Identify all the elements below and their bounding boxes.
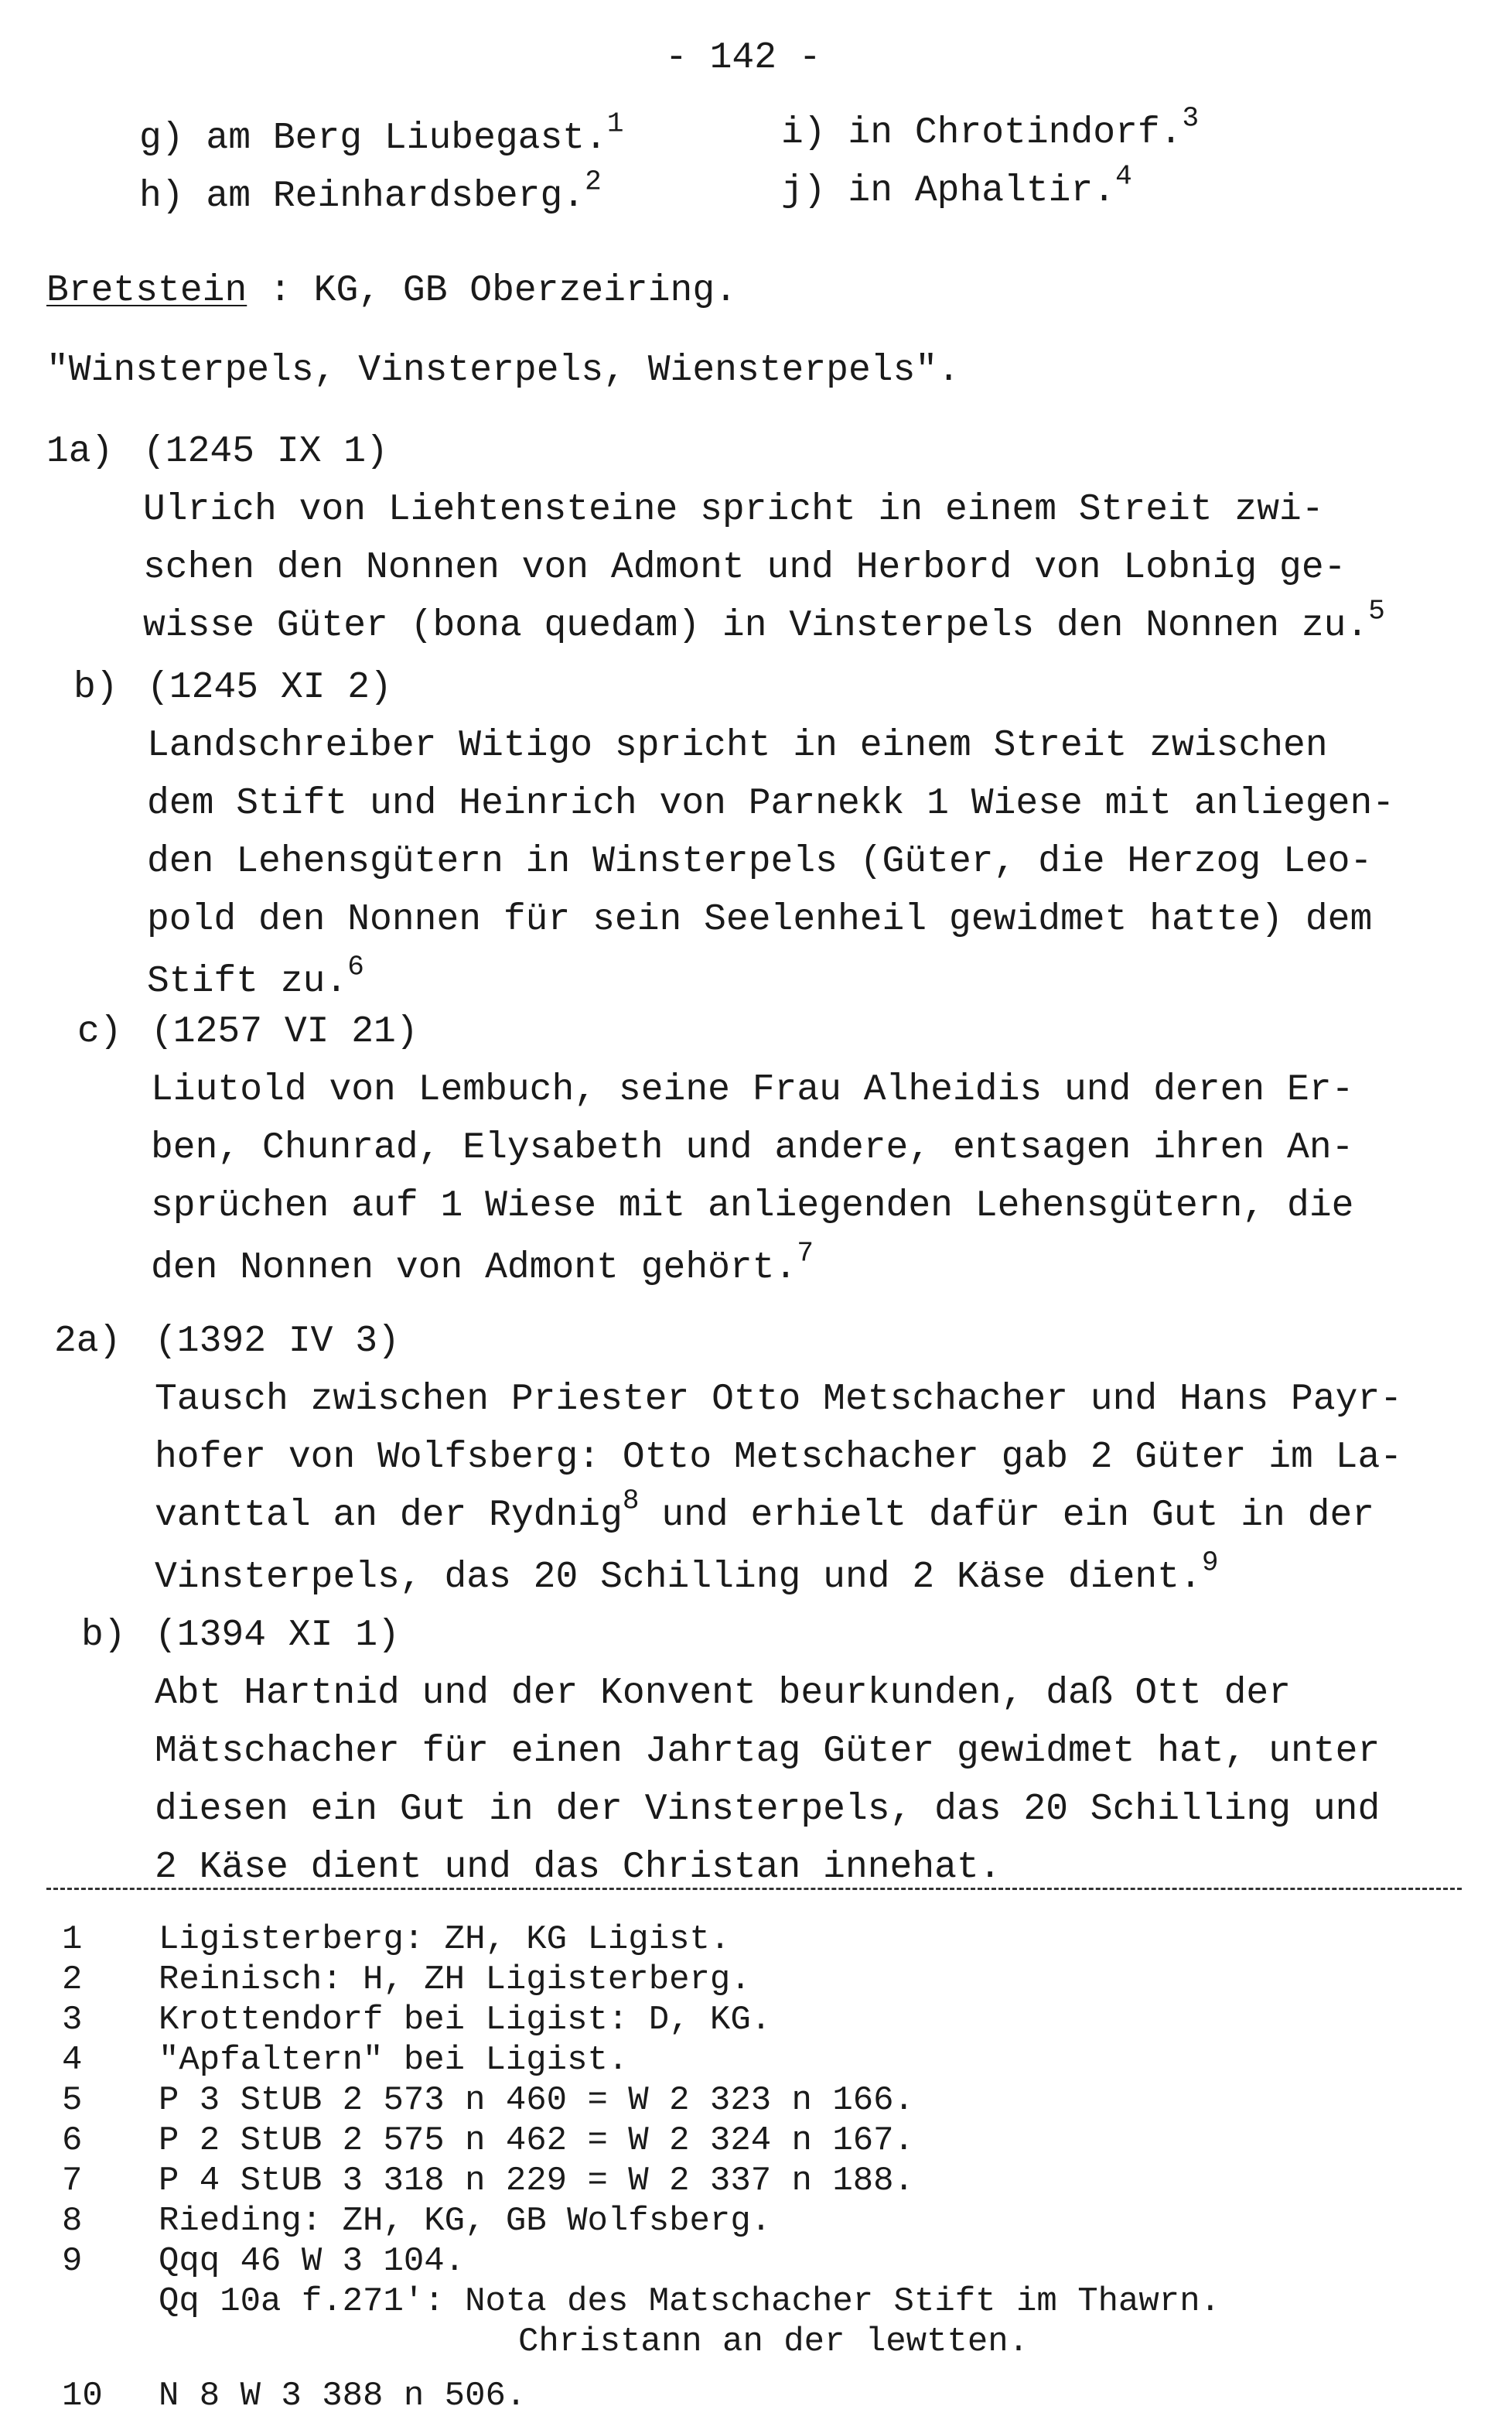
entry-label: 2a) xyxy=(54,1321,121,1362)
place-heading: Bretstein : KG, GB Oberzeiring. xyxy=(46,270,737,312)
item-g: g) am Berg Liubegast.$^1$ xyxy=(139,108,624,159)
footnote-ref: 7 xyxy=(797,1237,814,1270)
footnote-text: P 4 StUB 3 318 n 229 = W 2 337 n 188. xyxy=(159,2162,914,2200)
footnote-text: Rieding: ZH, KG, GB Wolfsberg. xyxy=(159,2202,772,2240)
footnote-number: 9 xyxy=(62,2242,83,2281)
entry-line: Vinsterpels, das 20 Schilling und 2 Käse dient.$^9$ xyxy=(155,1547,1219,1598)
footnote-number: 8 xyxy=(62,2202,83,2240)
entry-line: den Nonnen von Admont gehört.$^7$ xyxy=(151,1237,814,1289)
footnote-divider xyxy=(46,1888,1462,1890)
entry-line: schen den Nonnen von Admont und Herbord von Lobnig ge- xyxy=(143,547,1346,589)
footnote-text: Ligisterberg: ZH, KG Ligist. xyxy=(159,1920,731,1959)
footnote-number: 1 xyxy=(62,1920,83,1959)
footnote-text: Reinisch: H, ZH Ligisterberg. xyxy=(159,1960,751,1999)
footnote-number: 4 xyxy=(62,2041,83,2080)
entry-line: Mätschacher für einen Jahrtag Güter gewidmet hat, unter xyxy=(155,1731,1381,1772)
entry-date: (1394 XI 1) xyxy=(155,1615,400,1656)
page-number: - 142 - xyxy=(665,37,821,79)
entry-date: (1392 IV 3) xyxy=(155,1321,400,1362)
footnote-number: 2 xyxy=(62,1960,83,1999)
entry-label: c) xyxy=(77,1011,122,1053)
footnote-text: P 3 StUB 2 573 n 460 = W 2 323 n 166. xyxy=(159,2081,914,2120)
footnote-number: 5 xyxy=(62,2081,83,2120)
footnote-text: "Apfaltern" bei Ligist. xyxy=(159,2041,629,2080)
footnote-number: 10 xyxy=(62,2377,103,2415)
entry-line: Tausch zwischen Priester Otto Metschacher und Hans Payr- xyxy=(155,1379,1403,1420)
entry-date: (1257 VI 21) xyxy=(151,1011,418,1053)
item-j: j) in Aphaltir.$^4$ xyxy=(781,160,1132,212)
item-i: i) in Chrotindorf.$^3$ xyxy=(781,102,1200,154)
entry-date: (1245 IX 1) xyxy=(143,431,388,473)
place-name: Bretstein xyxy=(46,270,247,312)
entry-line: 2 Käse dient und das Christan innehat. xyxy=(155,1847,1002,1888)
entry-line: pold den Nonnen für sein Seelenheil gewidmet hatte) dem xyxy=(147,899,1373,941)
entry-date: (1245 XI 2) xyxy=(147,667,392,709)
footnote-ref: 8 xyxy=(622,1485,640,1517)
entry-line: diesen ein Gut in der Vinsterpels, das 20 Schilling und xyxy=(155,1789,1381,1830)
footnote-number: 3 xyxy=(62,2001,83,2039)
entry-line: hofer von Wolfsberg: Otto Metschacher gab 2 Güter im La- xyxy=(155,1437,1403,1478)
footnote-ref: 2 xyxy=(585,166,602,198)
entry-label: b) xyxy=(81,1615,126,1656)
footnote-ref: 4 xyxy=(1115,160,1132,193)
entry-label: 1a) xyxy=(46,431,114,473)
footnote-text: Christann an der lewtten. xyxy=(518,2322,1029,2361)
footnote-ref: 5 xyxy=(1368,595,1385,627)
historic-names: "Winsterpels, Vinsterpels, Wiensterpels". xyxy=(46,350,960,391)
entry-line: Landschreiber Witigo spricht in einem Streit zwischen xyxy=(147,725,1328,767)
footnote-text: N 8 W 3 388 n 506. xyxy=(159,2377,527,2415)
entry-label: b) xyxy=(73,667,118,709)
entry-line: Ulrich von Liehtensteine spricht in einem Streit zwi- xyxy=(143,489,1324,531)
footnote-text: P 2 StUB 2 575 n 462 = W 2 324 n 167. xyxy=(159,2121,914,2160)
entry-line: den Lehensgütern in Winsterpels (Güter, die Herzog Leo- xyxy=(147,841,1373,883)
footnote-ref: 3 xyxy=(1182,102,1200,135)
entry-line: wisse Güter (bona quedam) in Vinsterpels den Nonnen zu.$^5$ xyxy=(143,595,1385,647)
footnote-ref: 1 xyxy=(606,108,624,140)
footnote-number: 7 xyxy=(62,2162,83,2200)
footnote-text: Krottendorf bei Ligist: D, KG. xyxy=(159,2001,772,2039)
item-h: h) am Reinhardsberg.$^2$ xyxy=(139,166,602,217)
footnote-number: 6 xyxy=(62,2121,83,2160)
entry-line: sprüchen auf 1 Wiese mit anliegenden Lehensgütern, die xyxy=(151,1185,1354,1227)
footnote-ref: 6 xyxy=(347,951,364,983)
entry-line: dem Stift und Heinrich von Parnekk 1 Wiese mit anliegen- xyxy=(147,783,1395,825)
entry-line: ben, Chunrad, Elysabeth und andere, entsagen ihren An- xyxy=(151,1127,1354,1169)
footnote-text: Qqq 46 W 3 104. xyxy=(159,2242,466,2281)
entry-line: Abt Hartnid und der Konvent beurkunden, daß Ott der xyxy=(155,1673,1292,1714)
entry-line: Stift zu.$^6$ xyxy=(147,951,364,1003)
entry-line: Liutold von Lembuch, seine Frau Alheidis und deren Er- xyxy=(151,1069,1354,1111)
footnote-text: Qq 10a f.271': Nota des Matschacher Stift im Thawrn. xyxy=(159,2282,1221,2321)
entry-line: vanttal an der Rydnig$^8$ und erhielt dafür ein Gut in der xyxy=(155,1485,1375,1536)
footnote-ref: 9 xyxy=(1201,1547,1219,1579)
